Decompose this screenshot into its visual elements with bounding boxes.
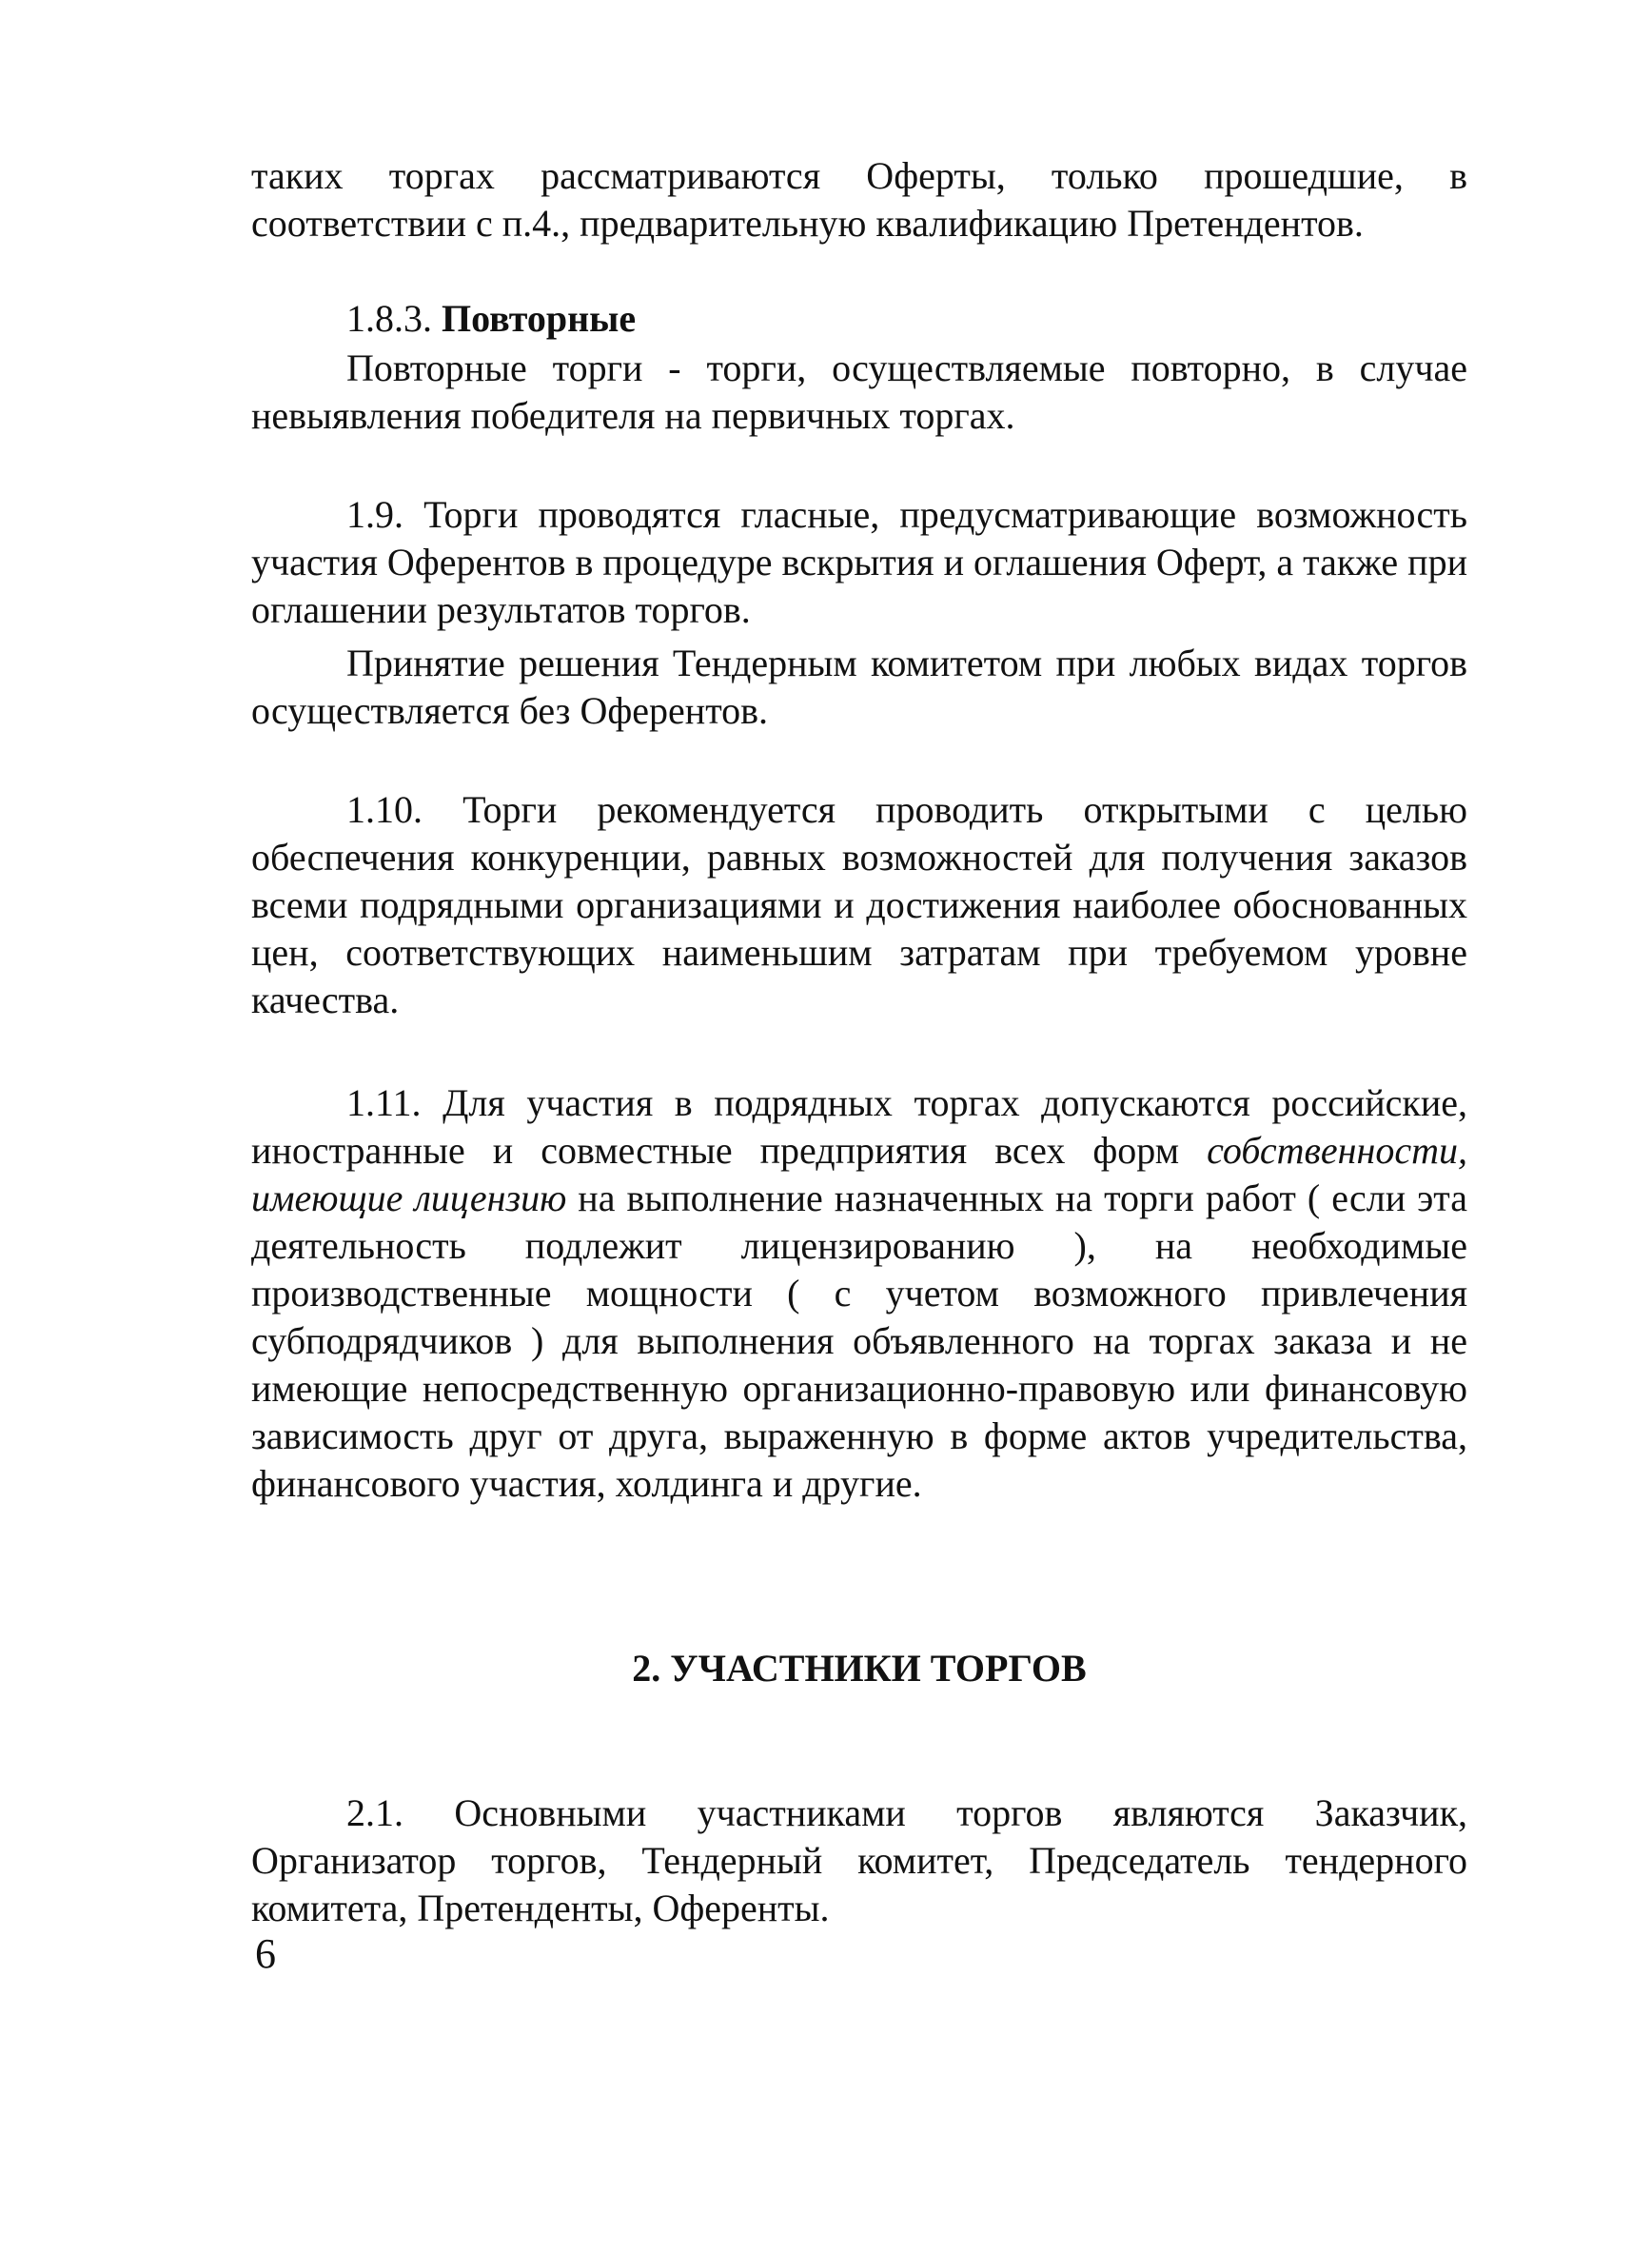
paragraph-1-11-part-a: 1.11. Для участия в подрядных торгах допускаются российские, иностранные и совместные предприятия всех форм: [251, 1081, 1467, 1172]
paragraph-continuation: таких торгах рассматриваются Оферты, только прошедшие, в соответствии с п.4., предварительную квалификацию Претендентов.: [251, 154, 1467, 245]
subsection-1-8-3-heading: [251, 295, 1467, 343]
page-number: 6: [255, 1930, 276, 1977]
paragraph-2-1: 2.1. Основными участниками торгов являются Заказчик, Организатор торгов, Тендерный комитет, Председатель тендерного комитета, Претенденты, Оференты.: [251, 1791, 1467, 1929]
paragraph-1-8-3: Повторные торги - торги, осуществляемые повторно, в случае невыявления победителя на первичных торгах.: [251, 346, 1467, 437]
paragraph-1-10: 1.10. Торги рекомендуется проводить открытыми с целью обеспечения конкуренции, равных возможностей для получения заказов всеми подрядными организациями и достижения наиболее обоснованных цен, соответствующих наименьшим затратам при требуемом уровне качества.: [251, 788, 1467, 1021]
subsection-title: Повторные: [442, 297, 637, 340]
section-heading: 2. УЧАСТНИКИ ТОРГОВ: [632, 1647, 1087, 1690]
paragraph-1-9: 1.9. Торги проводятся гласные, предусматривающие возможность участия Оферентов в процедуре вскрытия и оглашения Оферт, а также при оглашении результатов торгов.: [251, 493, 1467, 631]
paragraph-1-11-part-b: на выполнение назначенных на торги работ ( если эта деятельность подлежит лицензированию ), на необходимые производственные мощности ( с учетом возможного привлечения субподрядчиков ) для выполнения объявленного на торгах заказа и не имеющие непосредственную организационно-правовую или финансовую зависимость друг от друга, выраженную в форме актов учредительства, финансового участия, холдинга и другие.: [251, 1176, 1467, 1505]
paragraph-1-9-decision: Принятие решения Тендерным комитетом при любых видах торгов осуществляется без Оферентов.: [251, 642, 1467, 732]
subsection-number: 1.8.3.: [346, 297, 442, 340]
paragraph-1-11-italic: собственности, имеющие лицензию: [251, 1129, 1467, 1219]
paragraph-1-11: [251, 1079, 1467, 1508]
